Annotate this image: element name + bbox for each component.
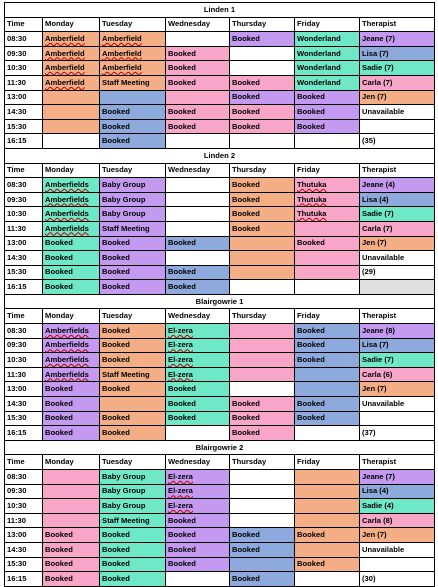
slot-cell-thursday[interactable] [230, 367, 295, 382]
therapist-cell: (37) [360, 426, 435, 441]
slot-cell-friday[interactable]: Booked [295, 528, 360, 543]
column-header: Thursday [230, 163, 295, 178]
table-row [5, 251, 435, 266]
slot-cell-wednesday[interactable]: Booked [166, 119, 230, 134]
slot-cell-thursday[interactable]: Booked [230, 178, 295, 193]
therapist-cell: Unavailable [360, 251, 435, 266]
slot-cell-thursday[interactable] [230, 265, 295, 280]
column-header: Tuesday [100, 163, 166, 178]
slot-cell-wednesday[interactable]: Booked [166, 46, 230, 61]
column-header-row [5, 309, 435, 324]
therapist-cell: Jeane (7) [360, 470, 435, 485]
slot-cell-friday[interactable]: Booked [295, 411, 360, 426]
time-cell: 14:30 [5, 105, 43, 120]
therapist-cell: Unavailable [360, 542, 435, 557]
slot-cell-thursday[interactable] [230, 470, 295, 485]
therapist-cell: Unavailable [360, 397, 435, 412]
therapist-cell [360, 411, 435, 426]
section-title: Blairgowrie 2 [5, 440, 435, 455]
slot-cell-wednesday[interactable]: El-zera [166, 470, 230, 485]
time-cell: 13:00 [5, 236, 43, 251]
slot-cell-friday[interactable]: Wonderland [295, 32, 360, 47]
slot-cell-wednesday[interactable]: Booked [166, 411, 230, 426]
column-header: Time [5, 455, 43, 470]
slot-cell-friday[interactable]: Booked [295, 353, 360, 368]
slot-cell-thursday[interactable] [230, 557, 295, 572]
table-row [5, 528, 435, 543]
slot-cell-wednesday[interactable] [166, 32, 230, 47]
slot-cell-thursday[interactable]: Booked [230, 90, 295, 105]
slot-cell-tuesday[interactable]: Staff Meeting [100, 221, 166, 236]
slot-cell-thursday[interactable] [230, 513, 295, 528]
slot-cell-friday[interactable]: Thutuka [295, 178, 360, 193]
column-header: Friday [295, 309, 360, 324]
table-row [5, 367, 435, 382]
column-header: Therapist [360, 309, 435, 324]
column-header: Wednesday [166, 455, 230, 470]
table-row [5, 557, 435, 572]
therapist-cell: Jen (7) [360, 382, 435, 397]
slot-cell-wednesday[interactable] [166, 426, 230, 441]
therapist-cell: Carla (8) [360, 513, 435, 528]
slot-cell-wednesday[interactable]: El-zera [166, 353, 230, 368]
slot-cell-tuesday[interactable]: Amberfield [100, 32, 166, 47]
slot-cell-wednesday[interactable]: Booked [166, 105, 230, 120]
slot-cell-tuesday[interactable]: Booked [100, 542, 166, 557]
time-cell: 16:15 [5, 572, 43, 587]
slot-cell-monday[interactable]: Amberfields [43, 178, 100, 193]
time-cell: 08:30 [5, 178, 43, 193]
slot-cell-thursday[interactable]: Booked [230, 528, 295, 543]
section-title-row [5, 3, 435, 18]
time-cell: 09:30 [5, 192, 43, 207]
table-row [5, 105, 435, 120]
slot-cell-friday[interactable]: Wonderland [295, 61, 360, 76]
slot-cell-tuesday[interactable]: Baby Group [100, 499, 166, 514]
slot-cell-monday[interactable] [43, 484, 100, 499]
slot-cell-monday[interactable] [43, 513, 100, 528]
column-header: Tuesday [100, 17, 166, 32]
slot-cell-thursday[interactable]: Booked [230, 572, 295, 587]
therapist-cell: Lisa (7) [360, 46, 435, 61]
therapist-cell: Jen (7) [360, 528, 435, 543]
column-header: Friday [295, 163, 360, 178]
slot-cell-thursday[interactable] [230, 324, 295, 339]
slot-cell-monday[interactable]: Amberfield [43, 32, 100, 47]
slot-cell-monday[interactable]: Booked [43, 572, 100, 587]
column-header: Monday [43, 309, 100, 324]
slot-cell-tuesday[interactable]: Baby Group [100, 484, 166, 499]
slot-cell-tuesday[interactable]: Booked [100, 251, 166, 266]
column-header: Friday [295, 455, 360, 470]
slot-cell-friday[interactable]: Thutuka [295, 207, 360, 222]
slot-cell-tuesday[interactable]: Baby Group [100, 207, 166, 222]
time-cell: 14:30 [5, 251, 43, 266]
time-cell: 14:30 [5, 542, 43, 557]
slot-cell-monday[interactable]: Booked [43, 265, 100, 280]
time-cell: 09:30 [5, 338, 43, 353]
slot-cell-monday[interactable]: Amberfields [43, 221, 100, 236]
schedule-body [5, 3, 435, 587]
time-cell: 08:30 [5, 470, 43, 485]
table-row [5, 470, 435, 485]
slot-cell-tuesday[interactable]: Booked [100, 236, 166, 251]
table-row [5, 192, 435, 207]
slot-cell-thursday[interactable] [230, 61, 295, 76]
slot-cell-thursday[interactable]: Booked [230, 119, 295, 134]
slot-cell-wednesday[interactable]: Booked [166, 61, 230, 76]
slot-cell-friday[interactable]: Thutuka [295, 192, 360, 207]
column-header: Time [5, 17, 43, 32]
column-header-row [5, 163, 435, 178]
slot-cell-tuesday[interactable]: Amberfield [100, 46, 166, 61]
slot-cell-friday[interactable] [295, 367, 360, 382]
column-header: Time [5, 163, 43, 178]
schedule-sheet [4, 2, 435, 587]
time-cell: 08:30 [5, 32, 43, 47]
table-row [5, 90, 435, 105]
table-row [5, 178, 435, 193]
column-header: Thursday [230, 309, 295, 324]
slot-cell-monday[interactable] [43, 134, 100, 149]
slot-cell-friday[interactable] [295, 280, 360, 295]
therapist-cell [360, 119, 435, 134]
slot-cell-thursday[interactable]: Booked [230, 397, 295, 412]
slot-cell-friday[interactable]: Booked [295, 324, 360, 339]
therapist-cell: Jeane (8) [360, 324, 435, 339]
slot-cell-thursday[interactable]: Booked [230, 192, 295, 207]
slot-cell-wednesday[interactable]: Booked [166, 382, 230, 397]
column-header: Therapist [360, 17, 435, 32]
slot-cell-wednesday[interactable]: El-zera [166, 367, 230, 382]
slot-cell-monday[interactable]: Amberfields [43, 207, 100, 222]
table-row [5, 32, 435, 47]
table-row [5, 426, 435, 441]
slot-cell-tuesday[interactable]: Booked [100, 382, 166, 397]
slot-cell-thursday[interactable]: Booked [230, 75, 295, 90]
slot-cell-wednesday[interactable]: Booked [166, 280, 230, 295]
slot-cell-monday[interactable]: Amberfields [43, 367, 100, 382]
time-cell: 15:30 [5, 265, 43, 280]
slot-cell-thursday[interactable] [230, 46, 295, 61]
slot-cell-wednesday[interactable] [166, 134, 230, 149]
time-cell: 11:30 [5, 221, 43, 236]
slot-cell-thursday[interactable] [230, 499, 295, 514]
slot-cell-wednesday[interactable] [166, 221, 230, 236]
table-row [5, 513, 435, 528]
column-header: Thursday [230, 17, 295, 32]
slot-cell-monday[interactable]: Booked [43, 542, 100, 557]
time-cell: 11:30 [5, 367, 43, 382]
slot-cell-monday[interactable]: Amberfields [43, 353, 100, 368]
slot-cell-tuesday[interactable]: Booked [100, 119, 166, 134]
slot-cell-tuesday[interactable]: Staff Meeting [100, 367, 166, 382]
table-row [5, 280, 435, 295]
slot-cell-monday[interactable]: Booked [43, 397, 100, 412]
therapist-cell: Lisa (7) [360, 338, 435, 353]
slot-cell-monday[interactable] [43, 499, 100, 514]
table-row [5, 382, 435, 397]
table-row [5, 499, 435, 514]
section-title: Linden 2 [5, 148, 435, 163]
time-cell: 11:30 [5, 75, 43, 90]
column-header: Monday [43, 163, 100, 178]
slot-cell-wednesday[interactable] [166, 251, 230, 266]
time-cell: 13:00 [5, 382, 43, 397]
time-cell: 15:30 [5, 411, 43, 426]
slot-cell-friday[interactable]: Wonderland [295, 46, 360, 61]
slot-cell-tuesday[interactable]: Booked [100, 411, 166, 426]
slot-cell-monday[interactable]: Amberfields [43, 192, 100, 207]
slot-cell-monday[interactable]: Booked [43, 426, 100, 441]
slot-cell-wednesday[interactable]: Booked [166, 528, 230, 543]
slot-cell-thursday[interactable]: Booked [230, 426, 295, 441]
table-row [5, 353, 435, 368]
slot-cell-friday[interactable] [295, 221, 360, 236]
column-header-row [5, 455, 435, 470]
slot-cell-friday[interactable] [295, 265, 360, 280]
therapist-cell: Jen (7) [360, 90, 435, 105]
therapist-cell: Carla (7) [360, 221, 435, 236]
slot-cell-friday[interactable]: Booked [295, 397, 360, 412]
slot-cell-thursday[interactable]: Booked [230, 207, 295, 222]
slot-cell-friday[interactable] [295, 499, 360, 514]
time-cell: 16:15 [5, 426, 43, 441]
time-cell: 14:30 [5, 397, 43, 412]
slot-cell-tuesday[interactable]: Booked [100, 353, 166, 368]
slot-cell-monday[interactable]: Amberfield [43, 75, 100, 90]
column-header: Therapist [360, 455, 435, 470]
table-row [5, 75, 435, 90]
slot-cell-friday[interactable] [295, 426, 360, 441]
table-row [5, 221, 435, 236]
section-title-row [5, 440, 435, 455]
slot-cell-friday[interactable] [295, 134, 360, 149]
time-cell: 16:15 [5, 280, 43, 295]
slot-cell-friday[interactable] [295, 542, 360, 557]
time-cell: 13:00 [5, 528, 43, 543]
therapist-cell: Sadie (7) [360, 353, 435, 368]
slot-cell-thursday[interactable] [230, 280, 295, 295]
slot-cell-monday[interactable]: Amberfield [43, 61, 100, 76]
column-header: Wednesday [166, 309, 230, 324]
slot-cell-tuesday[interactable]: Booked [100, 105, 166, 120]
slot-cell-monday[interactable]: Booked [43, 528, 100, 543]
slot-cell-friday[interactable] [295, 470, 360, 485]
slot-cell-tuesday[interactable]: Baby Group [100, 178, 166, 193]
slot-cell-wednesday[interactable] [166, 90, 230, 105]
slot-cell-friday[interactable]: Booked [295, 105, 360, 120]
slot-cell-monday[interactable]: Amberfields [43, 338, 100, 353]
slot-cell-wednesday[interactable]: Booked [166, 265, 230, 280]
slot-cell-thursday[interactable]: Booked [230, 105, 295, 120]
column-header: Wednesday [166, 17, 230, 32]
column-header: Monday [43, 17, 100, 32]
slot-cell-tuesday[interactable]: Booked [100, 557, 166, 572]
column-header: Therapist [360, 163, 435, 178]
slot-cell-thursday[interactable] [230, 484, 295, 499]
time-cell: 09:30 [5, 46, 43, 61]
table-row [5, 134, 435, 149]
time-cell: 15:30 [5, 119, 43, 134]
table-row [5, 119, 435, 134]
table-row [5, 61, 435, 76]
slot-cell-wednesday[interactable]: El-zera [166, 338, 230, 353]
slot-cell-tuesday[interactable]: Baby Group [100, 470, 166, 485]
slot-cell-friday[interactable]: Wonderland [295, 75, 360, 90]
slot-cell-monday[interactable]: Booked [43, 557, 100, 572]
slot-cell-tuesday[interactable]: Baby Group [100, 192, 166, 207]
table-row [5, 338, 435, 353]
table-row [5, 572, 435, 587]
slot-cell-friday[interactable]: Booked [295, 90, 360, 105]
slot-cell-tuesday[interactable]: Booked [100, 134, 166, 149]
slot-cell-friday[interactable] [295, 251, 360, 266]
slot-cell-wednesday[interactable]: El-zera [166, 484, 230, 499]
therapist-cell: Carla (6) [360, 367, 435, 382]
slot-cell-friday[interactable] [295, 382, 360, 397]
slot-cell-wednesday[interactable] [166, 178, 230, 193]
slot-cell-tuesday[interactable] [100, 90, 166, 105]
slot-cell-wednesday[interactable] [166, 572, 230, 587]
section-title: Blairgowrie 1 [5, 294, 435, 309]
table-row [5, 411, 435, 426]
time-cell: 10:30 [5, 207, 43, 222]
therapist-cell: Sadie (7) [360, 61, 435, 76]
column-header: Wednesday [166, 163, 230, 178]
slot-cell-tuesday[interactable]: Staff Meeting [100, 75, 166, 90]
section-title: Linden 1 [5, 3, 435, 18]
time-cell: 15:30 [5, 557, 43, 572]
slot-cell-monday[interactable] [43, 90, 100, 105]
slot-cell-monday[interactable]: Booked [43, 382, 100, 397]
slot-cell-monday[interactable] [43, 470, 100, 485]
therapist-cell [360, 557, 435, 572]
slot-cell-wednesday[interactable]: El-zera [166, 324, 230, 339]
slot-cell-monday[interactable]: Booked [43, 411, 100, 426]
column-header: Time [5, 309, 43, 324]
slot-cell-thursday[interactable]: Booked [230, 221, 295, 236]
time-cell: 10:30 [5, 353, 43, 368]
slot-cell-tuesday[interactable]: Booked [100, 280, 166, 295]
slot-cell-thursday[interactable] [230, 236, 295, 251]
therapist-cell: Sadie (7) [360, 207, 435, 222]
slot-cell-wednesday[interactable] [166, 207, 230, 222]
column-header: Thursday [230, 455, 295, 470]
slot-cell-thursday[interactable]: Booked [230, 542, 295, 557]
time-cell: 10:30 [5, 499, 43, 514]
column-header: Monday [43, 455, 100, 470]
therapist-cell: Sadie (4) [360, 499, 435, 514]
therapist-cell: Carla (7) [360, 75, 435, 90]
slot-cell-wednesday[interactable]: Booked [166, 513, 230, 528]
time-cell: 13:00 [5, 90, 43, 105]
time-cell: 11:30 [5, 513, 43, 528]
table-row [5, 542, 435, 557]
slot-cell-wednesday[interactable]: Booked [166, 75, 230, 90]
therapist-cell [360, 280, 435, 295]
slot-cell-tuesday[interactable]: Booked [100, 572, 166, 587]
table-row [5, 207, 435, 222]
slot-cell-monday[interactable] [43, 105, 100, 120]
column-header: Tuesday [100, 455, 166, 470]
slot-cell-friday[interactable]: Booked [295, 338, 360, 353]
slot-cell-tuesday[interactable]: Booked [100, 426, 166, 441]
slot-cell-monday[interactable]: Amberfield [43, 46, 100, 61]
therapist-cell: Jeane (7) [360, 32, 435, 47]
table-row [5, 397, 435, 412]
slot-cell-thursday[interactable] [230, 134, 295, 149]
therapist-cell: Jeane (4) [360, 178, 435, 193]
therapist-cell: (29) [360, 265, 435, 280]
table-row [5, 484, 435, 499]
therapist-cell: Unavailable [360, 105, 435, 120]
slot-cell-monday[interactable]: Booked [43, 280, 100, 295]
time-cell: 10:30 [5, 61, 43, 76]
slot-cell-tuesday[interactable]: Booked [100, 324, 166, 339]
slot-cell-tuesday[interactable]: Amberfield [100, 61, 166, 76]
slot-cell-monday[interactable]: Booked [43, 236, 100, 251]
slot-cell-wednesday[interactable]: Booked [166, 557, 230, 572]
slot-cell-friday[interactable] [295, 484, 360, 499]
therapist-cell: (30) [360, 572, 435, 587]
slot-cell-thursday[interactable] [230, 251, 295, 266]
slot-cell-monday[interactable]: Booked [43, 251, 100, 266]
table-row [5, 324, 435, 339]
slot-cell-friday[interactable] [295, 572, 360, 587]
slot-cell-friday[interactable]: Booked [295, 236, 360, 251]
slot-cell-wednesday[interactable] [166, 192, 230, 207]
section-title-row [5, 294, 435, 309]
table-row [5, 46, 435, 61]
slot-cell-wednesday[interactable]: El-zera [166, 499, 230, 514]
slot-cell-friday[interactable] [295, 513, 360, 528]
slot-cell-thursday[interactable] [230, 382, 295, 397]
slot-cell-friday[interactable]: Booked [295, 557, 360, 572]
table-row [5, 265, 435, 280]
slot-cell-tuesday[interactable]: Booked [100, 265, 166, 280]
slot-cell-wednesday[interactable]: Booked [166, 542, 230, 557]
slot-cell-monday[interactable] [43, 119, 100, 134]
slot-cell-wednesday[interactable]: Booked [166, 397, 230, 412]
therapist-cell: Lisa (4) [360, 484, 435, 499]
time-cell: 16:15 [5, 134, 43, 149]
column-header-row [5, 17, 435, 32]
therapist-cell: Jen (7) [360, 236, 435, 251]
slot-cell-wednesday[interactable]: Booked [166, 236, 230, 251]
slot-cell-thursday[interactable]: Booked [230, 411, 295, 426]
slot-cell-monday[interactable]: Amberfields [43, 324, 100, 339]
slot-cell-tuesday[interactable]: Booked [100, 338, 166, 353]
therapist-cell: Lisa (4) [360, 192, 435, 207]
therapist-cell: (35) [360, 134, 435, 149]
column-header: Tuesday [100, 309, 166, 324]
table-row [5, 236, 435, 251]
slot-cell-thursday[interactable]: Booked [230, 32, 295, 47]
slot-cell-tuesday[interactable]: Staff Meeting [100, 513, 166, 528]
column-header: Friday [295, 17, 360, 32]
time-cell: 09:30 [5, 484, 43, 499]
slot-cell-thursday[interactable] [230, 338, 295, 353]
slot-cell-thursday[interactable] [230, 353, 295, 368]
slot-cell-friday[interactable]: Booked [295, 119, 360, 134]
time-cell: 08:30 [5, 324, 43, 339]
slot-cell-tuesday[interactable] [100, 397, 166, 412]
slot-cell-tuesday[interactable]: Booked [100, 528, 166, 543]
section-title-row [5, 148, 435, 163]
